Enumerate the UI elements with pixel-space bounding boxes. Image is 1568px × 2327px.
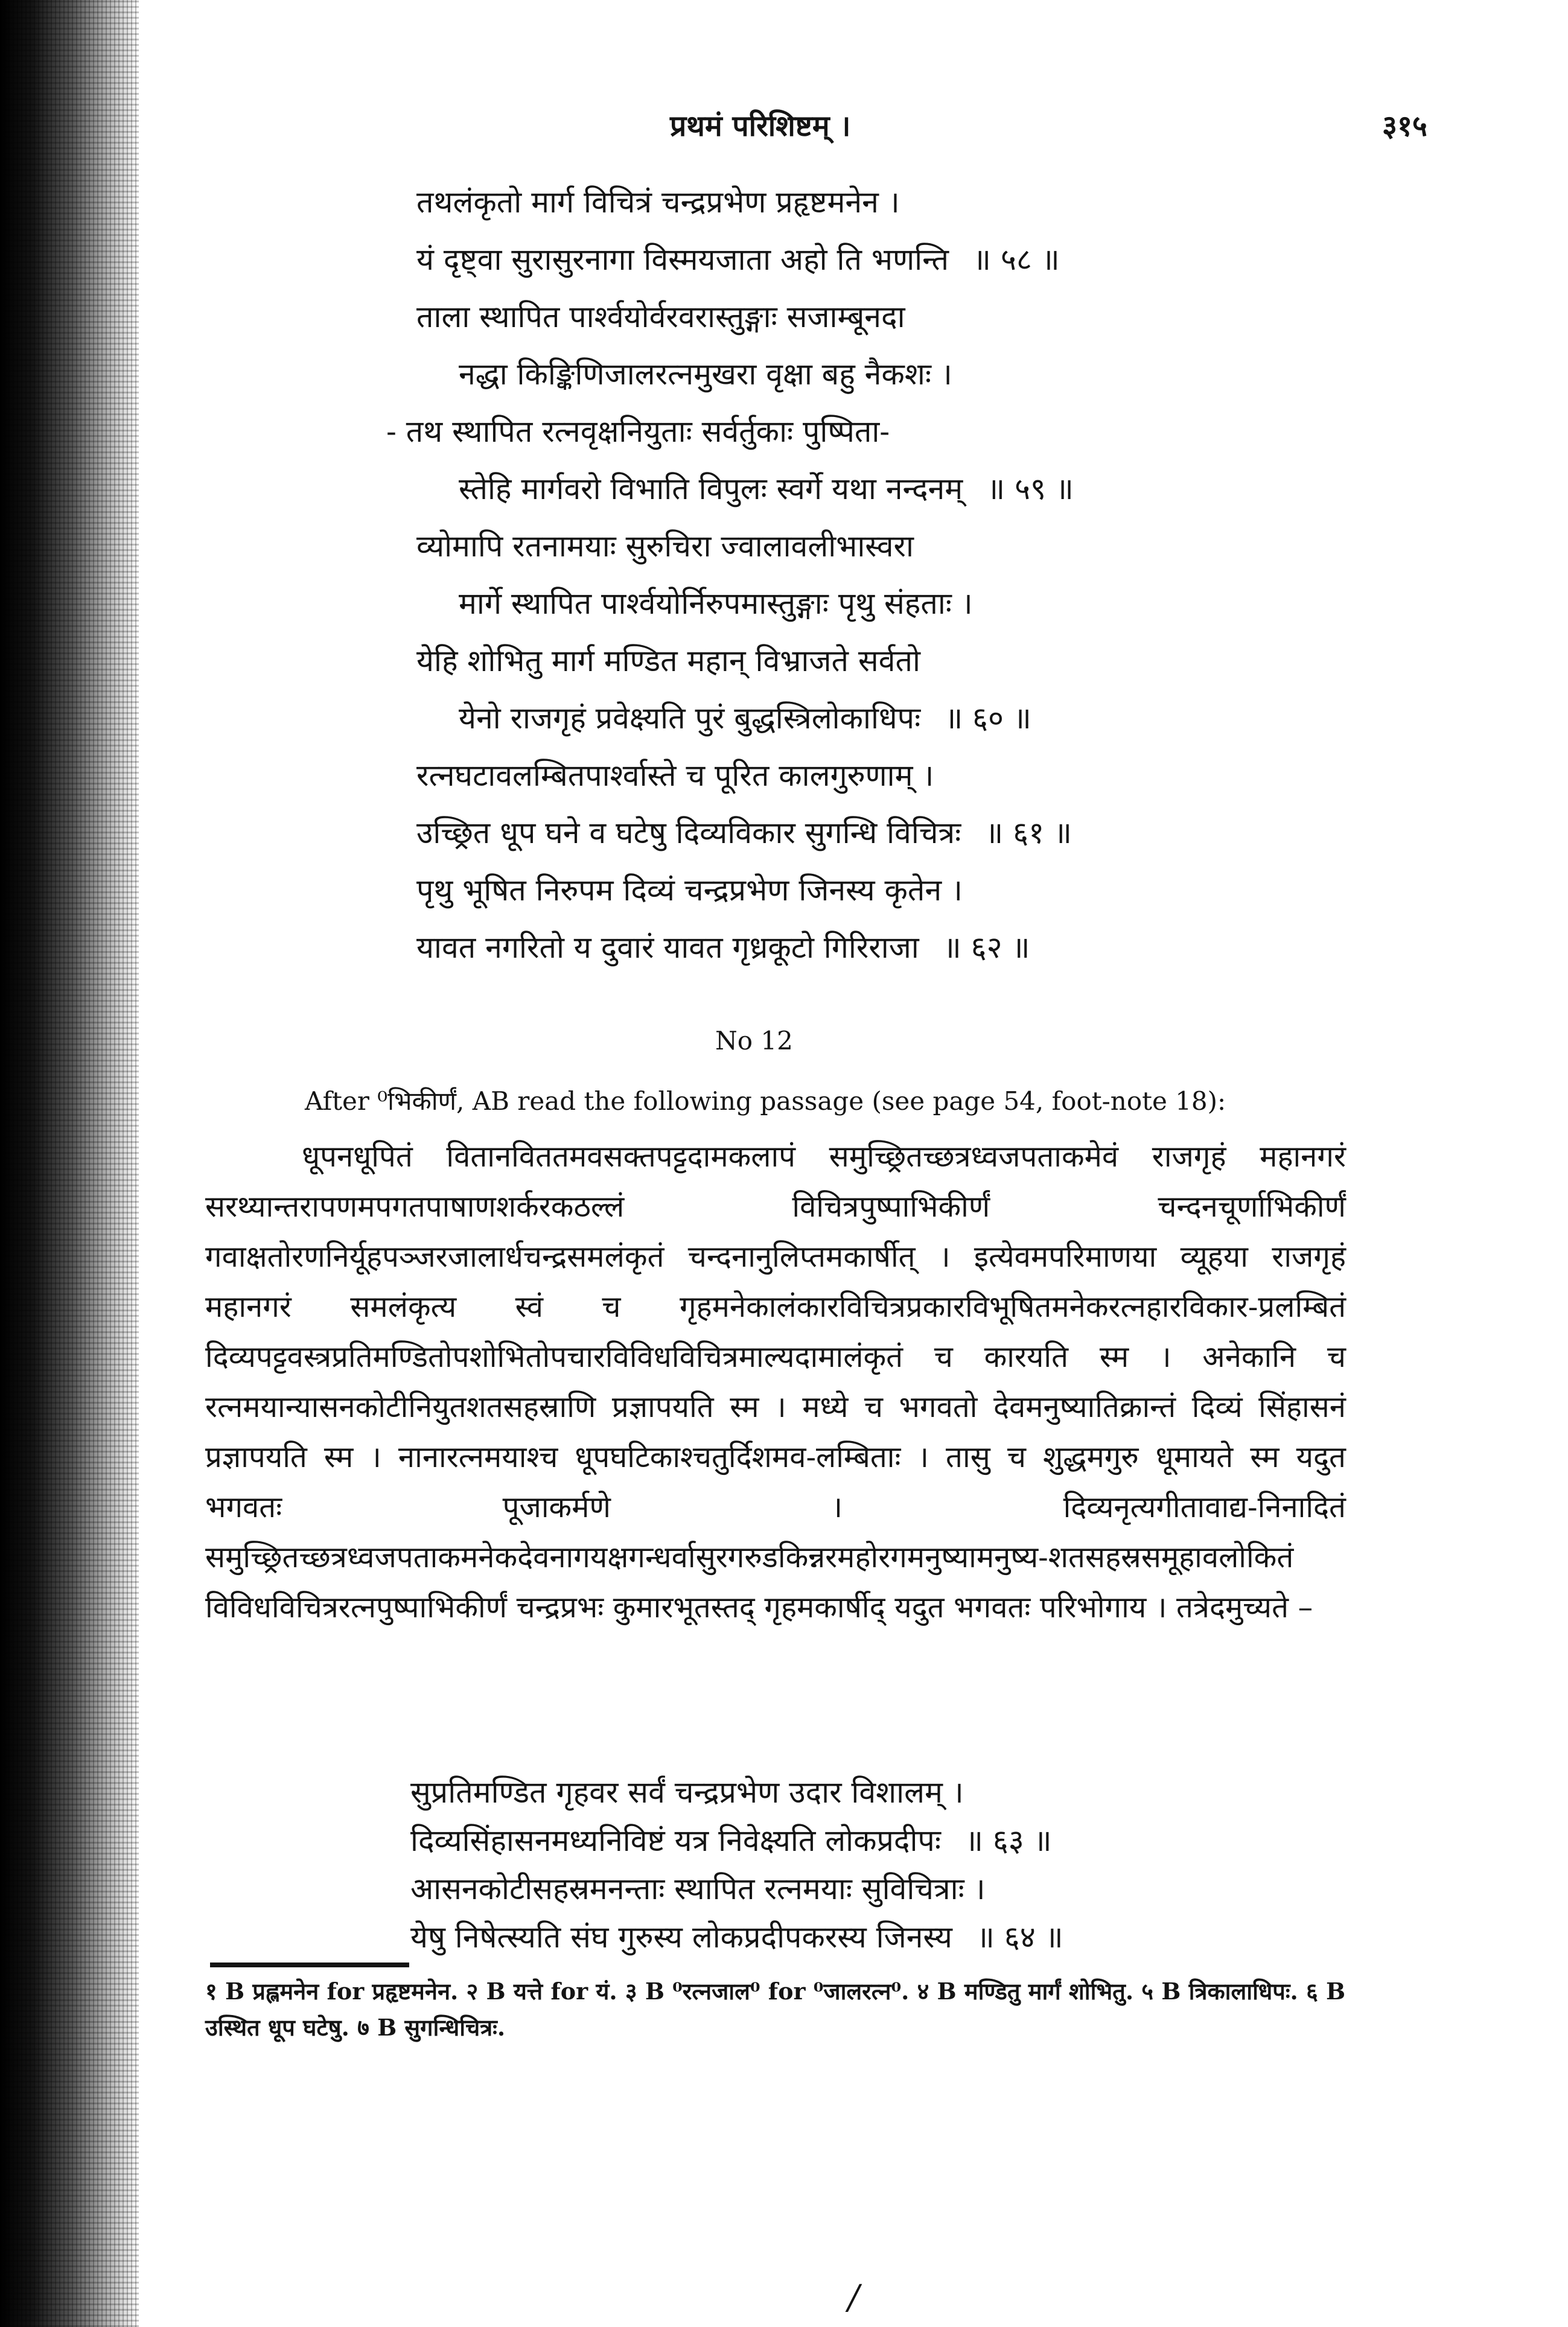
verse-line: सुप्रतिमण्डित गृहवर सर्वं चन्द्रप्रभेण उदार विशालम् ।: [410, 1775, 964, 1810]
verse-line: मार्गे स्थापित पार्श्वयोर्निरुपमास्तुङ्गाः पृथु संहताः ।: [459, 586, 973, 621]
verse-line: नद्धा किङ्किणिजालरत्नमुखरा वृक्षा बहु नैकशः ।: [459, 357, 952, 392]
verse-line: व्योमापि रतनामयाः सुरुचिरा ज्वालावलीभास्वरा: [416, 529, 914, 564]
verse-line: येषु निषेत्स्यति संघ गुरुस्य लोकप्रदीपकरस्य जिनस्य ॥ ६४ ॥: [410, 1920, 1063, 1955]
verse-line: स्तेहि मार्गवरो विभाति विपुलः स्वर्गे यथा नन्दनम् ॥ ५९ ॥: [459, 471, 1074, 506]
verse-line: ताला स्थापित पार्श्वयोर्वरवरास्तुङ्गाः सजाम्बूनदा: [416, 299, 905, 334]
verse-line: तथलंकृतो मार्ग विचित्रं चन्द्रप्रभेण प्रहृष्टमनेन ।: [416, 185, 900, 220]
verse-line: आसनकोटीसहस्रमनन्ताः स्थापित रत्नमयाः सुविचित्राः ।: [410, 1871, 986, 1906]
verse-line: येहि शोभितु मार्ग मण्डित महान् विभ्राजते सर्वतो: [416, 643, 920, 678]
verse-line: येनो राजगृहं प्रवेक्ष्यति पुरं बुद्धस्त्रिलोकाधिपः ॥ ६० ॥: [459, 701, 1031, 736]
page-gutter-shadow: [0, 0, 139, 2327]
verse-line: रत्नघटावलम्बितपार्श्वास्ते च पूरित कालगुरुणाम् ।: [416, 758, 934, 793]
verse-line: पृथु भूषित निरुपम दिव्यं चन्द्रप्रभेण जिनस्य कृतेन ।: [416, 873, 963, 908]
footnotes: १ B प्रह्लमनेन for प्रहृष्टमनेन. २ B यत्ते for यं. ३ B ⁰रत्नजाल⁰ for ⁰जालरत्न⁰. ४ B मण्डितु मार्गं शोभितु. ५ B त्रिकालाधिपः. ६ B उस्थित धूप घटेषु. ७ B सुगन्धिचित्रः.: [205, 1978, 1346, 2041]
prose-passage: धूपनधूपितं वितानविततमवसक्तपट्टदामकलापं समुच्छ्रितच्छत्रध्वजपताकमेवं राजगृहं महानगरं सरथ्यान्तरापणमपगतपाषाणशर्करकठल्लं विचित्रपुष्पाभिकीर्णं चन्दनचूर्णाभिकीर्णं गवाक्षतोरणनिर्यूहपञ्जरजालार्धचन्द्रसमलंकृतं चन्दनानुलिप्तमकार्षीत् । इत्येवमपरिमाणया व्यूहया राजगृहं महानगरं समलंकृत्य स्वं च गृहमनेकालंकारविचित्रप्रकारविभूषितमनेकरत्नहारविकार-प्रलम्बितं दिव्यपट्टवस्त्रप्रतिमण्डितोपशोभितोपचारविविधविचित्रमाल्यदामालंकृतं च कारयति स्म । अनेकानि च रत्नमयान्यासनकोटीनियुतशतसहस्राणि प्रज्ञापयति स्म । मध्ये च भगवतो देवमनुष्यातिक्रान्तं दिव्यं सिंहासनं प्रज्ञापयति स्म । नानारत्नमयाश्च धूपघटिकाश्चतुर्दिशमव-लम्बिताः । तासु च शुद्धमगुरु धूमायते स्म यदुत भगवतः पूजाकर्मणे । दिव्यनृत्यगीतावाद्य-निनादितं समुच्छ्रितच्छत्रध्वजपताकमनेकदेवनागयक्षगन्धर्वासुरगरुडकिन्नरमहोरगमनुष्यामनुष्य-शतसहस्रसमूहावलोकितं विविधविचित्ररत्नपुष्पाभिकीर्णं चन्द्रप्रभः कुमारभूतस्तद् गृहमकार्षीद् यदुत भगवतः परिभोगाय । तत्रेदमुच्यते –: [205, 1139, 1346, 1625]
verse-line: दिव्यसिंहासनमध्यनिविष्टं यत्र निवेक्ष्यति लोकप्रदीपः ॥ ६३ ॥: [410, 1823, 1052, 1858]
verse-line: यावत नगरितो य दुवारं यावत गृध्रकूटो गिरिराजा ॥ ६२ ॥: [416, 930, 1030, 965]
page-header: [0, 106, 1568, 148]
intro-note: After ⁰भिकीर्णं, AB read the following passage (see page 54, foot-note 18):: [305, 1086, 1226, 1116]
footnote-rule: [210, 1963, 409, 1967]
page-number: ३१५: [1382, 109, 1427, 143]
verse-line: उच्छ्रित धूप घने व घटेषु दिव्यविकार सुगन्धि विचित्रः ॥ ६१ ॥: [416, 815, 1072, 850]
bottom-margin-mark: /: [848, 2278, 859, 2317]
running-title: प्रथमं परिशिष्टम् ।: [670, 109, 851, 143]
verse-line: - तथ स्थापित रत्नवृक्षनियुताः सर्वर्तुकाः पुष्पिता-: [386, 414, 890, 449]
verse-line: यं दृष्ट्वा सुरासुरनागा विस्मयजाता अहो ति भणन्ति ॥ ५८ ॥: [416, 242, 1060, 277]
section-heading: No 12: [715, 1026, 793, 1055]
